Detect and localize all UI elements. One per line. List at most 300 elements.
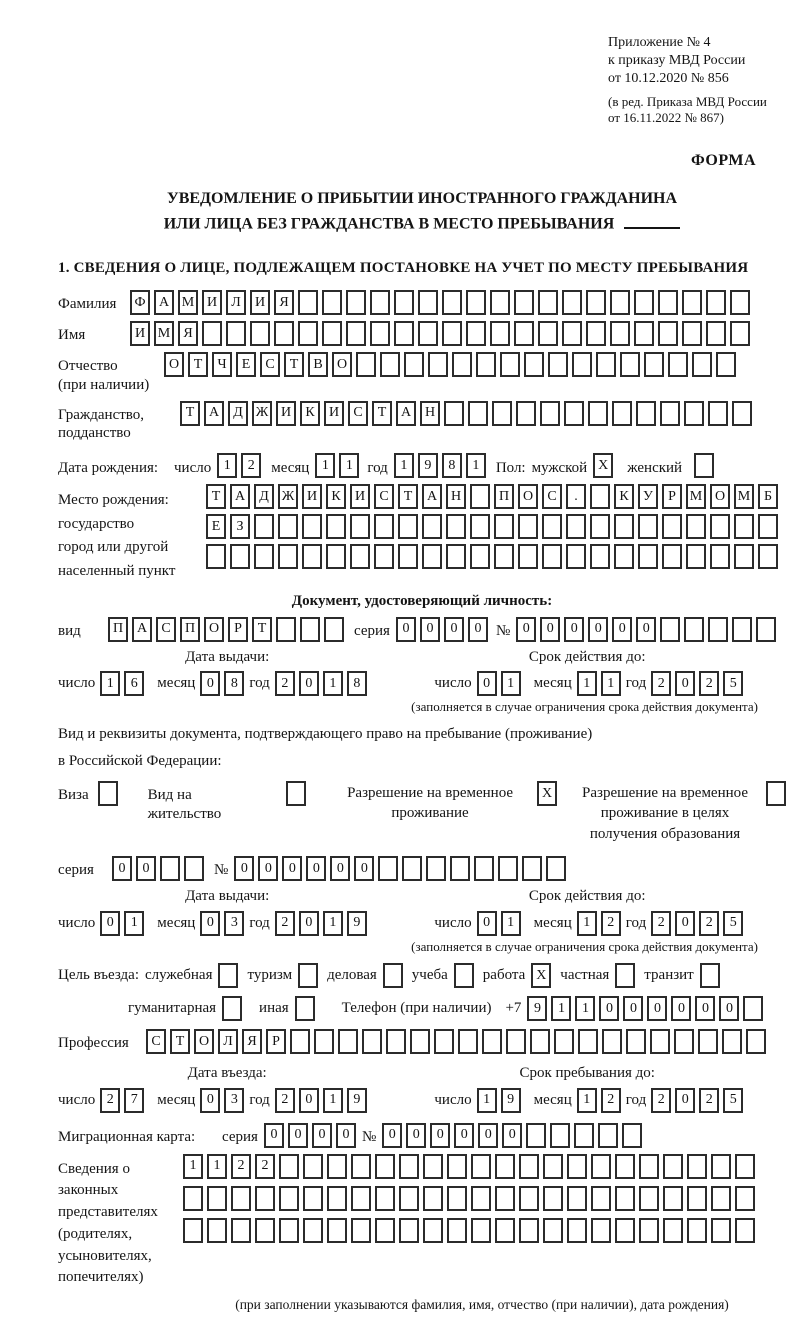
char-cell[interactable] <box>572 352 592 377</box>
char-cell[interactable] <box>394 321 414 346</box>
char-cell[interactable] <box>495 1218 515 1243</box>
char-cell[interactable]: 7 <box>124 1088 144 1113</box>
char-cell[interactable] <box>327 1218 347 1243</box>
char-cell[interactable] <box>279 1186 299 1211</box>
char-cell[interactable] <box>519 1154 539 1179</box>
char-cell[interactable]: 0 <box>200 911 220 936</box>
char-cell[interactable]: 0 <box>516 617 536 642</box>
char-cell[interactable] <box>274 321 294 346</box>
char-cell[interactable]: 0 <box>430 1123 450 1148</box>
char-cell[interactable]: 2 <box>275 1088 295 1113</box>
char-cell[interactable] <box>471 1154 491 1179</box>
char-cell[interactable] <box>418 321 438 346</box>
char-cell[interactable] <box>686 544 706 569</box>
char-cell[interactable] <box>351 1154 371 1179</box>
char-cell[interactable] <box>303 1154 323 1179</box>
representatives-input-row2[interactable] <box>183 1186 755 1211</box>
char-cell[interactable]: 0 <box>288 1123 308 1148</box>
char-cell[interactable] <box>735 1154 755 1179</box>
char-cell[interactable] <box>639 1218 659 1243</box>
residence-issue-year[interactable] <box>275 911 367 936</box>
char-cell[interactable]: 9 <box>347 1088 367 1113</box>
char-cell[interactable] <box>711 1186 731 1211</box>
char-cell[interactable] <box>442 290 462 315</box>
sex-male-checkbox[interactable] <box>593 453 613 478</box>
char-cell[interactable]: 1 <box>394 453 414 478</box>
char-cell[interactable]: 0 <box>200 671 220 696</box>
char-cell[interactable]: X <box>593 453 613 478</box>
char-cell[interactable] <box>548 352 568 377</box>
char-cell[interactable]: И <box>324 401 344 426</box>
char-cell[interactable] <box>230 544 250 569</box>
char-cell[interactable] <box>279 1154 299 1179</box>
char-cell[interactable] <box>303 1186 323 1211</box>
char-cell[interactable] <box>514 321 534 346</box>
char-cell[interactable]: О <box>518 484 538 509</box>
char-cell[interactable] <box>663 1154 683 1179</box>
char-cell[interactable] <box>295 996 315 1021</box>
char-cell[interactable] <box>756 617 776 642</box>
char-cell[interactable] <box>322 290 342 315</box>
char-cell[interactable] <box>708 401 728 426</box>
char-cell[interactable] <box>590 514 610 539</box>
char-cell[interactable]: 0 <box>675 911 695 936</box>
char-cell[interactable] <box>542 544 562 569</box>
char-cell[interactable] <box>735 1186 755 1211</box>
char-cell[interactable] <box>567 1186 587 1211</box>
char-cell[interactable] <box>564 401 584 426</box>
char-cell[interactable]: И <box>350 484 370 509</box>
char-cell[interactable]: 9 <box>347 911 367 936</box>
char-cell[interactable] <box>250 321 270 346</box>
char-cell[interactable] <box>694 453 714 478</box>
identity-issue-day[interactable] <box>100 671 144 696</box>
char-cell[interactable]: 1 <box>577 671 597 696</box>
char-cell[interactable] <box>639 1186 659 1211</box>
char-cell[interactable] <box>402 856 422 881</box>
char-cell[interactable] <box>578 1029 598 1054</box>
char-cell[interactable]: Л <box>226 290 246 315</box>
char-cell[interactable]: 3 <box>224 911 244 936</box>
birth-month-input[interactable] <box>315 453 359 478</box>
char-cell[interactable] <box>620 352 640 377</box>
phone-input[interactable] <box>527 996 763 1021</box>
char-cell[interactable]: Ж <box>278 484 298 509</box>
char-cell[interactable]: 1 <box>501 671 521 696</box>
char-cell[interactable] <box>526 1123 546 1148</box>
char-cell[interactable]: 0 <box>612 617 632 642</box>
char-cell[interactable]: Д <box>228 401 248 426</box>
char-cell[interactable] <box>470 484 490 509</box>
char-cell[interactable] <box>399 1218 419 1243</box>
char-cell[interactable]: Т <box>180 401 200 426</box>
char-cell[interactable]: 2 <box>241 453 261 478</box>
char-cell[interactable] <box>255 1218 275 1243</box>
char-cell[interactable]: 0 <box>675 671 695 696</box>
char-cell[interactable]: 1 <box>323 671 343 696</box>
identity-expiry-day[interactable] <box>477 671 521 696</box>
char-cell[interactable]: Ж <box>252 401 272 426</box>
char-cell[interactable] <box>596 352 616 377</box>
char-cell[interactable] <box>590 484 610 509</box>
char-cell[interactable] <box>660 617 680 642</box>
char-cell[interactable] <box>471 1186 491 1211</box>
char-cell[interactable] <box>222 996 242 1021</box>
char-cell[interactable] <box>566 544 586 569</box>
char-cell[interactable]: Т <box>398 484 418 509</box>
char-cell[interactable] <box>682 321 702 346</box>
char-cell[interactable] <box>684 401 704 426</box>
char-cell[interactable]: Б <box>758 484 778 509</box>
char-cell[interactable]: 0 <box>420 617 440 642</box>
char-cell[interactable] <box>476 352 496 377</box>
char-cell[interactable] <box>506 1029 526 1054</box>
char-cell[interactable] <box>370 321 390 346</box>
char-cell[interactable] <box>706 321 726 346</box>
char-cell[interactable]: 1 <box>323 1088 343 1113</box>
char-cell[interactable] <box>516 401 536 426</box>
char-cell[interactable] <box>351 1218 371 1243</box>
char-cell[interactable] <box>362 1029 382 1054</box>
char-cell[interactable]: С <box>374 484 394 509</box>
char-cell[interactable] <box>276 617 296 642</box>
char-cell[interactable]: П <box>108 617 128 642</box>
char-cell[interactable]: А <box>204 401 224 426</box>
char-cell[interactable] <box>567 1218 587 1243</box>
purpose-other-checkbox[interactable] <box>295 996 315 1021</box>
char-cell[interactable]: 0 <box>200 1088 220 1113</box>
char-cell[interactable]: М <box>178 290 198 315</box>
char-cell[interactable]: С <box>156 617 176 642</box>
char-cell[interactable] <box>530 1029 550 1054</box>
purpose-work-checkbox[interactable] <box>531 963 551 988</box>
char-cell[interactable] <box>567 1154 587 1179</box>
char-cell[interactable]: Ч <box>212 352 232 377</box>
char-cell[interactable]: 1 <box>466 453 486 478</box>
char-cell[interactable]: 9 <box>501 1088 521 1113</box>
char-cell[interactable]: 0 <box>588 617 608 642</box>
char-cell[interactable] <box>254 544 274 569</box>
char-cell[interactable] <box>538 321 558 346</box>
char-cell[interactable]: 0 <box>719 996 739 1021</box>
residence-issue-day[interactable] <box>100 911 144 936</box>
char-cell[interactable] <box>426 856 446 881</box>
char-cell[interactable] <box>279 1218 299 1243</box>
char-cell[interactable] <box>522 856 542 881</box>
residence-expiry-month[interactable] <box>577 911 621 936</box>
char-cell[interactable] <box>519 1218 539 1243</box>
char-cell[interactable] <box>562 290 582 315</box>
char-cell[interactable] <box>202 321 222 346</box>
residence-number-input[interactable] <box>234 856 566 881</box>
char-cell[interactable]: 0 <box>477 911 497 936</box>
char-cell[interactable]: 0 <box>468 617 488 642</box>
char-cell[interactable] <box>615 1186 635 1211</box>
char-cell[interactable] <box>290 1029 310 1054</box>
char-cell[interactable] <box>614 514 634 539</box>
char-cell[interactable]: А <box>154 290 174 315</box>
char-cell[interactable]: 8 <box>442 453 462 478</box>
char-cell[interactable]: Н <box>446 484 466 509</box>
char-cell[interactable] <box>614 544 634 569</box>
char-cell[interactable]: О <box>194 1029 214 1054</box>
char-cell[interactable] <box>470 514 490 539</box>
char-cell[interactable] <box>278 544 298 569</box>
entry-month[interactable] <box>200 1088 244 1113</box>
char-cell[interactable]: 2 <box>651 911 671 936</box>
char-cell[interactable]: Р <box>228 617 248 642</box>
birth-year-input[interactable] <box>394 453 486 478</box>
char-cell[interactable]: 0 <box>330 856 350 881</box>
char-cell[interactable]: О <box>204 617 224 642</box>
char-cell[interactable] <box>498 856 518 881</box>
char-cell[interactable]: У <box>638 484 658 509</box>
surname-input[interactable] <box>130 290 750 315</box>
residence-expiry-year[interactable] <box>651 911 743 936</box>
char-cell[interactable] <box>374 514 394 539</box>
char-cell[interactable] <box>207 1186 227 1211</box>
char-cell[interactable]: 0 <box>382 1123 402 1148</box>
char-cell[interactable]: 0 <box>599 996 619 1021</box>
stay-until-day[interactable] <box>477 1088 521 1113</box>
char-cell[interactable] <box>732 617 752 642</box>
residence-issue-month[interactable] <box>200 911 244 936</box>
char-cell[interactable]: 1 <box>577 1088 597 1113</box>
char-cell[interactable]: 2 <box>275 911 295 936</box>
char-cell[interactable]: 1 <box>477 1088 497 1113</box>
char-cell[interactable]: 0 <box>299 1088 319 1113</box>
char-cell[interactable] <box>687 1186 707 1211</box>
char-cell[interactable] <box>650 1029 670 1054</box>
char-cell[interactable]: 0 <box>354 856 374 881</box>
char-cell[interactable] <box>518 514 538 539</box>
char-cell[interactable] <box>562 321 582 346</box>
entry-day[interactable] <box>100 1088 144 1113</box>
entry-year[interactable] <box>275 1088 367 1113</box>
char-cell[interactable] <box>346 290 366 315</box>
char-cell[interactable]: 0 <box>478 1123 498 1148</box>
char-cell[interactable] <box>514 290 534 315</box>
char-cell[interactable] <box>518 544 538 569</box>
char-cell[interactable] <box>546 856 566 881</box>
identity-number-input[interactable] <box>516 617 776 642</box>
char-cell[interactable]: А <box>422 484 442 509</box>
char-cell[interactable] <box>298 963 318 988</box>
char-cell[interactable] <box>698 1029 718 1054</box>
char-cell[interactable]: Т <box>188 352 208 377</box>
char-cell[interactable] <box>98 781 118 806</box>
char-cell[interactable]: 1 <box>217 453 237 478</box>
char-cell[interactable]: Л <box>218 1029 238 1054</box>
char-cell[interactable] <box>716 352 736 377</box>
char-cell[interactable]: 2 <box>275 671 295 696</box>
char-cell[interactable] <box>255 1186 275 1211</box>
char-cell[interactable] <box>684 617 704 642</box>
char-cell[interactable] <box>466 321 486 346</box>
char-cell[interactable]: И <box>202 290 222 315</box>
char-cell[interactable] <box>468 401 488 426</box>
char-cell[interactable] <box>591 1154 611 1179</box>
char-cell[interactable]: 0 <box>258 856 278 881</box>
char-cell[interactable] <box>602 1029 622 1054</box>
char-cell[interactable] <box>590 544 610 569</box>
char-cell[interactable]: 2 <box>651 1088 671 1113</box>
char-cell[interactable]: 0 <box>282 856 302 881</box>
char-cell[interactable] <box>394 290 414 315</box>
char-cell[interactable] <box>668 352 688 377</box>
char-cell[interactable] <box>554 1029 574 1054</box>
char-cell[interactable] <box>423 1154 443 1179</box>
char-cell[interactable] <box>428 352 448 377</box>
char-cell[interactable]: Т <box>372 401 392 426</box>
char-cell[interactable] <box>543 1154 563 1179</box>
citizenship-input[interactable] <box>180 401 752 426</box>
char-cell[interactable]: 0 <box>100 911 120 936</box>
char-cell[interactable] <box>327 1154 347 1179</box>
char-cell[interactable] <box>383 963 403 988</box>
char-cell[interactable]: Т <box>170 1029 190 1054</box>
char-cell[interactable] <box>500 352 520 377</box>
char-cell[interactable] <box>450 856 470 881</box>
char-cell[interactable] <box>490 321 510 346</box>
purpose-business-checkbox[interactable] <box>383 963 403 988</box>
char-cell[interactable] <box>644 352 664 377</box>
char-cell[interactable] <box>326 544 346 569</box>
char-cell[interactable]: 9 <box>527 996 547 1021</box>
char-cell[interactable] <box>184 856 204 881</box>
purpose-transit-checkbox[interactable] <box>700 963 720 988</box>
identity-series-input[interactable] <box>396 617 488 642</box>
identity-issue-year[interactable] <box>275 671 367 696</box>
char-cell[interactable] <box>722 1029 742 1054</box>
char-cell[interactable] <box>495 1186 515 1211</box>
char-cell[interactable] <box>662 514 682 539</box>
char-cell[interactable] <box>710 544 730 569</box>
char-cell[interactable]: Я <box>178 321 198 346</box>
char-cell[interactable] <box>663 1218 683 1243</box>
char-cell[interactable] <box>398 544 418 569</box>
char-cell[interactable]: К <box>300 401 320 426</box>
representatives-input-row1[interactable] <box>183 1154 755 1179</box>
given-name-input[interactable] <box>130 321 750 346</box>
char-cell[interactable] <box>303 1218 323 1243</box>
char-cell[interactable] <box>711 1218 731 1243</box>
char-cell[interactable]: О <box>332 352 352 377</box>
char-cell[interactable] <box>743 996 763 1021</box>
char-cell[interactable] <box>351 1186 371 1211</box>
char-cell[interactable] <box>639 1154 659 1179</box>
char-cell[interactable]: 0 <box>299 671 319 696</box>
char-cell[interactable]: 0 <box>406 1123 426 1148</box>
char-cell[interactable]: . <box>566 484 586 509</box>
char-cell[interactable]: 0 <box>675 1088 695 1113</box>
char-cell[interactable]: А <box>230 484 250 509</box>
migration-series-input[interactable] <box>264 1123 356 1148</box>
char-cell[interactable] <box>700 963 720 988</box>
char-cell[interactable]: О <box>164 352 184 377</box>
profession-input[interactable] <box>146 1029 766 1054</box>
identity-kind-input[interactable] <box>108 617 344 642</box>
char-cell[interactable]: К <box>614 484 634 509</box>
char-cell[interactable] <box>566 514 586 539</box>
char-cell[interactable] <box>658 321 678 346</box>
temp-residence-education-checkbox[interactable] <box>766 781 786 806</box>
residence-expiry-day[interactable] <box>477 911 521 936</box>
char-cell[interactable]: 5 <box>723 1088 743 1113</box>
char-cell[interactable] <box>423 1218 443 1243</box>
char-cell[interactable]: 8 <box>347 671 367 696</box>
char-cell[interactable]: 0 <box>623 996 643 1021</box>
char-cell[interactable] <box>482 1029 502 1054</box>
char-cell[interactable] <box>615 1154 635 1179</box>
char-cell[interactable] <box>660 401 680 426</box>
char-cell[interactable] <box>543 1218 563 1243</box>
char-cell[interactable] <box>708 617 728 642</box>
visa-checkbox[interactable] <box>98 781 118 806</box>
char-cell[interactable]: И <box>130 321 150 346</box>
char-cell[interactable] <box>638 544 658 569</box>
char-cell[interactable] <box>490 290 510 315</box>
sex-female-checkbox[interactable] <box>694 453 714 478</box>
char-cell[interactable]: Т <box>206 484 226 509</box>
char-cell[interactable] <box>302 544 322 569</box>
char-cell[interactable]: 0 <box>540 617 560 642</box>
char-cell[interactable]: Я <box>242 1029 262 1054</box>
char-cell[interactable] <box>446 514 466 539</box>
char-cell[interactable] <box>711 1154 731 1179</box>
char-cell[interactable]: 1 <box>183 1154 203 1179</box>
char-cell[interactable] <box>686 514 706 539</box>
char-cell[interactable]: 0 <box>695 996 715 1021</box>
char-cell[interactable] <box>314 1029 334 1054</box>
char-cell[interactable]: X <box>537 781 557 806</box>
char-cell[interactable] <box>207 1218 227 1243</box>
char-cell[interactable]: 2 <box>699 671 719 696</box>
birth-place-input-row3[interactable] <box>206 544 778 569</box>
char-cell[interactable] <box>735 1218 755 1243</box>
char-cell[interactable] <box>470 544 490 569</box>
char-cell[interactable] <box>732 401 752 426</box>
char-cell[interactable]: 1 <box>339 453 359 478</box>
char-cell[interactable]: 9 <box>418 453 438 478</box>
char-cell[interactable] <box>286 781 306 806</box>
char-cell[interactable]: 2 <box>699 1088 719 1113</box>
char-cell[interactable] <box>710 514 730 539</box>
char-cell[interactable]: А <box>396 401 416 426</box>
char-cell[interactable]: О <box>710 484 730 509</box>
char-cell[interactable] <box>636 401 656 426</box>
char-cell[interactable] <box>447 1218 467 1243</box>
char-cell[interactable]: Н <box>420 401 440 426</box>
char-cell[interactable] <box>324 617 344 642</box>
char-cell[interactable] <box>434 1029 454 1054</box>
char-cell[interactable] <box>586 290 606 315</box>
char-cell[interactable] <box>278 514 298 539</box>
char-cell[interactable]: 5 <box>723 671 743 696</box>
char-cell[interactable] <box>386 1029 406 1054</box>
char-cell[interactable]: 1 <box>100 671 120 696</box>
char-cell[interactable]: Р <box>662 484 682 509</box>
char-cell[interactable] <box>519 1186 539 1211</box>
char-cell[interactable]: М <box>734 484 754 509</box>
char-cell[interactable]: С <box>348 401 368 426</box>
char-cell[interactable]: 0 <box>636 617 656 642</box>
char-cell[interactable]: 0 <box>647 996 667 1021</box>
char-cell[interactable]: П <box>180 617 200 642</box>
char-cell[interactable] <box>612 401 632 426</box>
char-cell[interactable] <box>758 514 778 539</box>
purpose-tourism-checkbox[interactable] <box>298 963 318 988</box>
